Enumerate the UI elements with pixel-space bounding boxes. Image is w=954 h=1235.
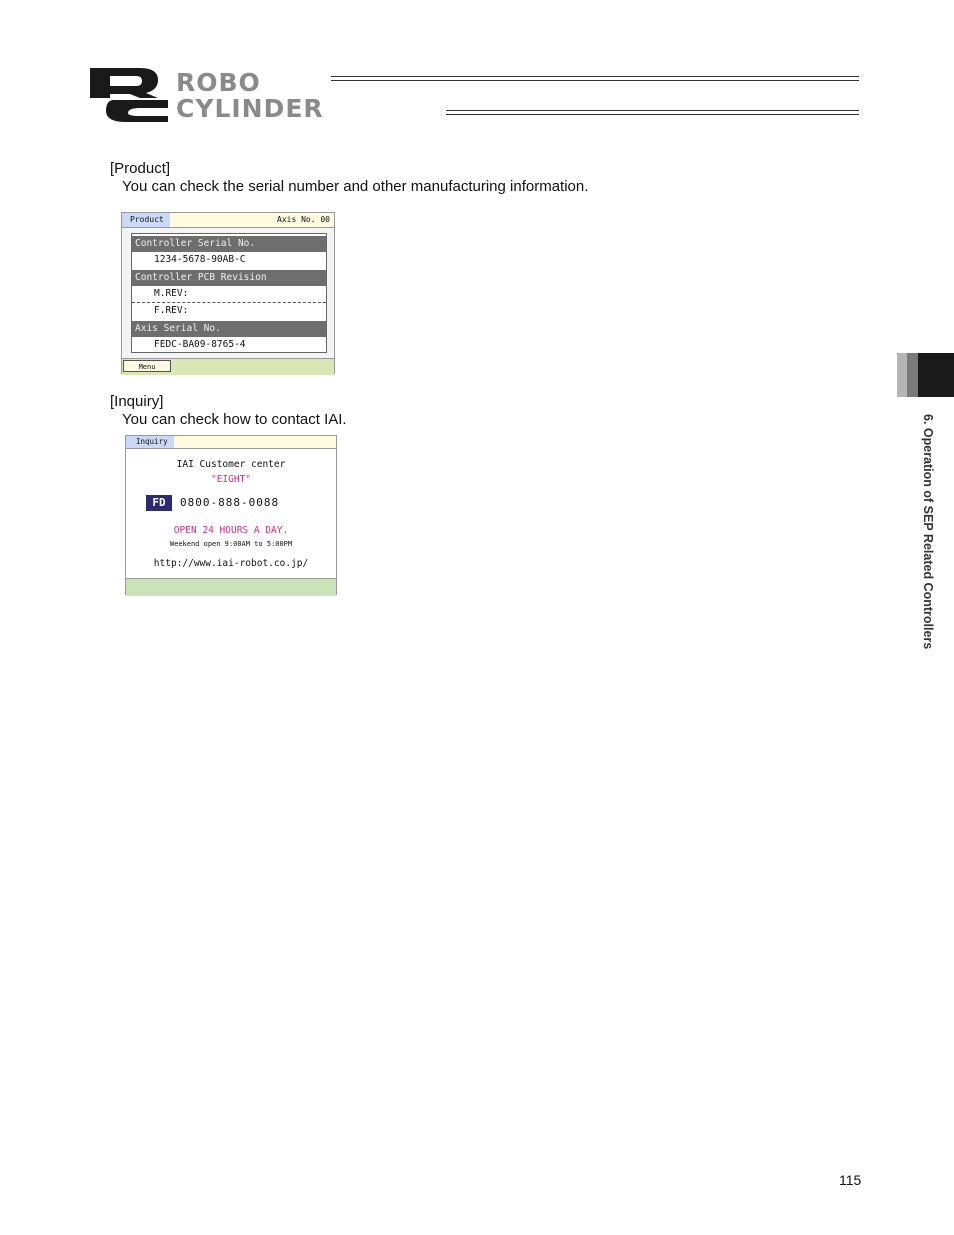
chapter-side-label: 6. Operation of SEP Related Controllers (921, 414, 935, 650)
product-screen (121, 212, 335, 374)
controller-serial-label: Controller Serial No. (132, 236, 326, 252)
inquiry-screen (125, 435, 337, 595)
website-url: http://www.iai-robot.co.jp/ (153, 558, 309, 569)
logo-line-1: ROBO (176, 68, 261, 97)
axis-serial-label: Axis Serial No. (132, 321, 326, 337)
product-tab[interactable]: Product (122, 213, 170, 227)
customer-center-label: IAI Customer center (176, 459, 286, 470)
inquiry-footer-bar (126, 578, 336, 596)
rc-logo-icon (88, 66, 170, 124)
menu-button[interactable]: Menu (123, 360, 171, 372)
page-number: 115 (839, 1172, 862, 1188)
product-title-bar (122, 213, 334, 228)
header-rule-bottom-1 (446, 110, 859, 111)
product-info-panel (131, 233, 327, 353)
side-tab-grey (897, 353, 907, 397)
product-heading: [Product] (110, 160, 171, 177)
phone-number: 0800-888-0088 (180, 496, 280, 509)
inquiry-heading: [Inquiry] (110, 393, 164, 410)
eight-label: "EIGHT" (210, 474, 252, 485)
axis-number: Axis No. 00 (277, 215, 330, 224)
freedial-icon: FD (146, 495, 172, 511)
header-rule-top-2 (331, 80, 859, 81)
inquiry-description: You can check how to contact IAI. (122, 411, 347, 428)
header-rule-bottom-2 (446, 114, 859, 115)
inquiry-tab[interactable]: Inquiry (126, 436, 174, 448)
inquiry-title-bar (126, 436, 336, 449)
pcb-revision-label: Controller PCB Revision (132, 270, 326, 286)
weekend-hours: Weekend open 9:00AM to 5:00PM (169, 540, 293, 548)
axis-serial-value: FEDC-BA09-8765-4 (154, 339, 246, 350)
f-rev-label: F.REV: (154, 305, 189, 316)
header-rule-top-1 (331, 76, 859, 77)
controller-serial-value: 1234-5678-90AB-C (154, 254, 246, 265)
logo-line-2: CYLINDER (176, 94, 324, 123)
side-tab-black (918, 353, 954, 397)
product-description: You can check the serial number and other manufacturing information. (122, 178, 589, 195)
robo-cylinder-logo (88, 66, 438, 126)
m-rev-label: M.REV: (154, 288, 189, 299)
open-hours: OPEN 24 HOURS A DAY. (173, 525, 289, 536)
side-tab-darkgrey (907, 353, 918, 397)
